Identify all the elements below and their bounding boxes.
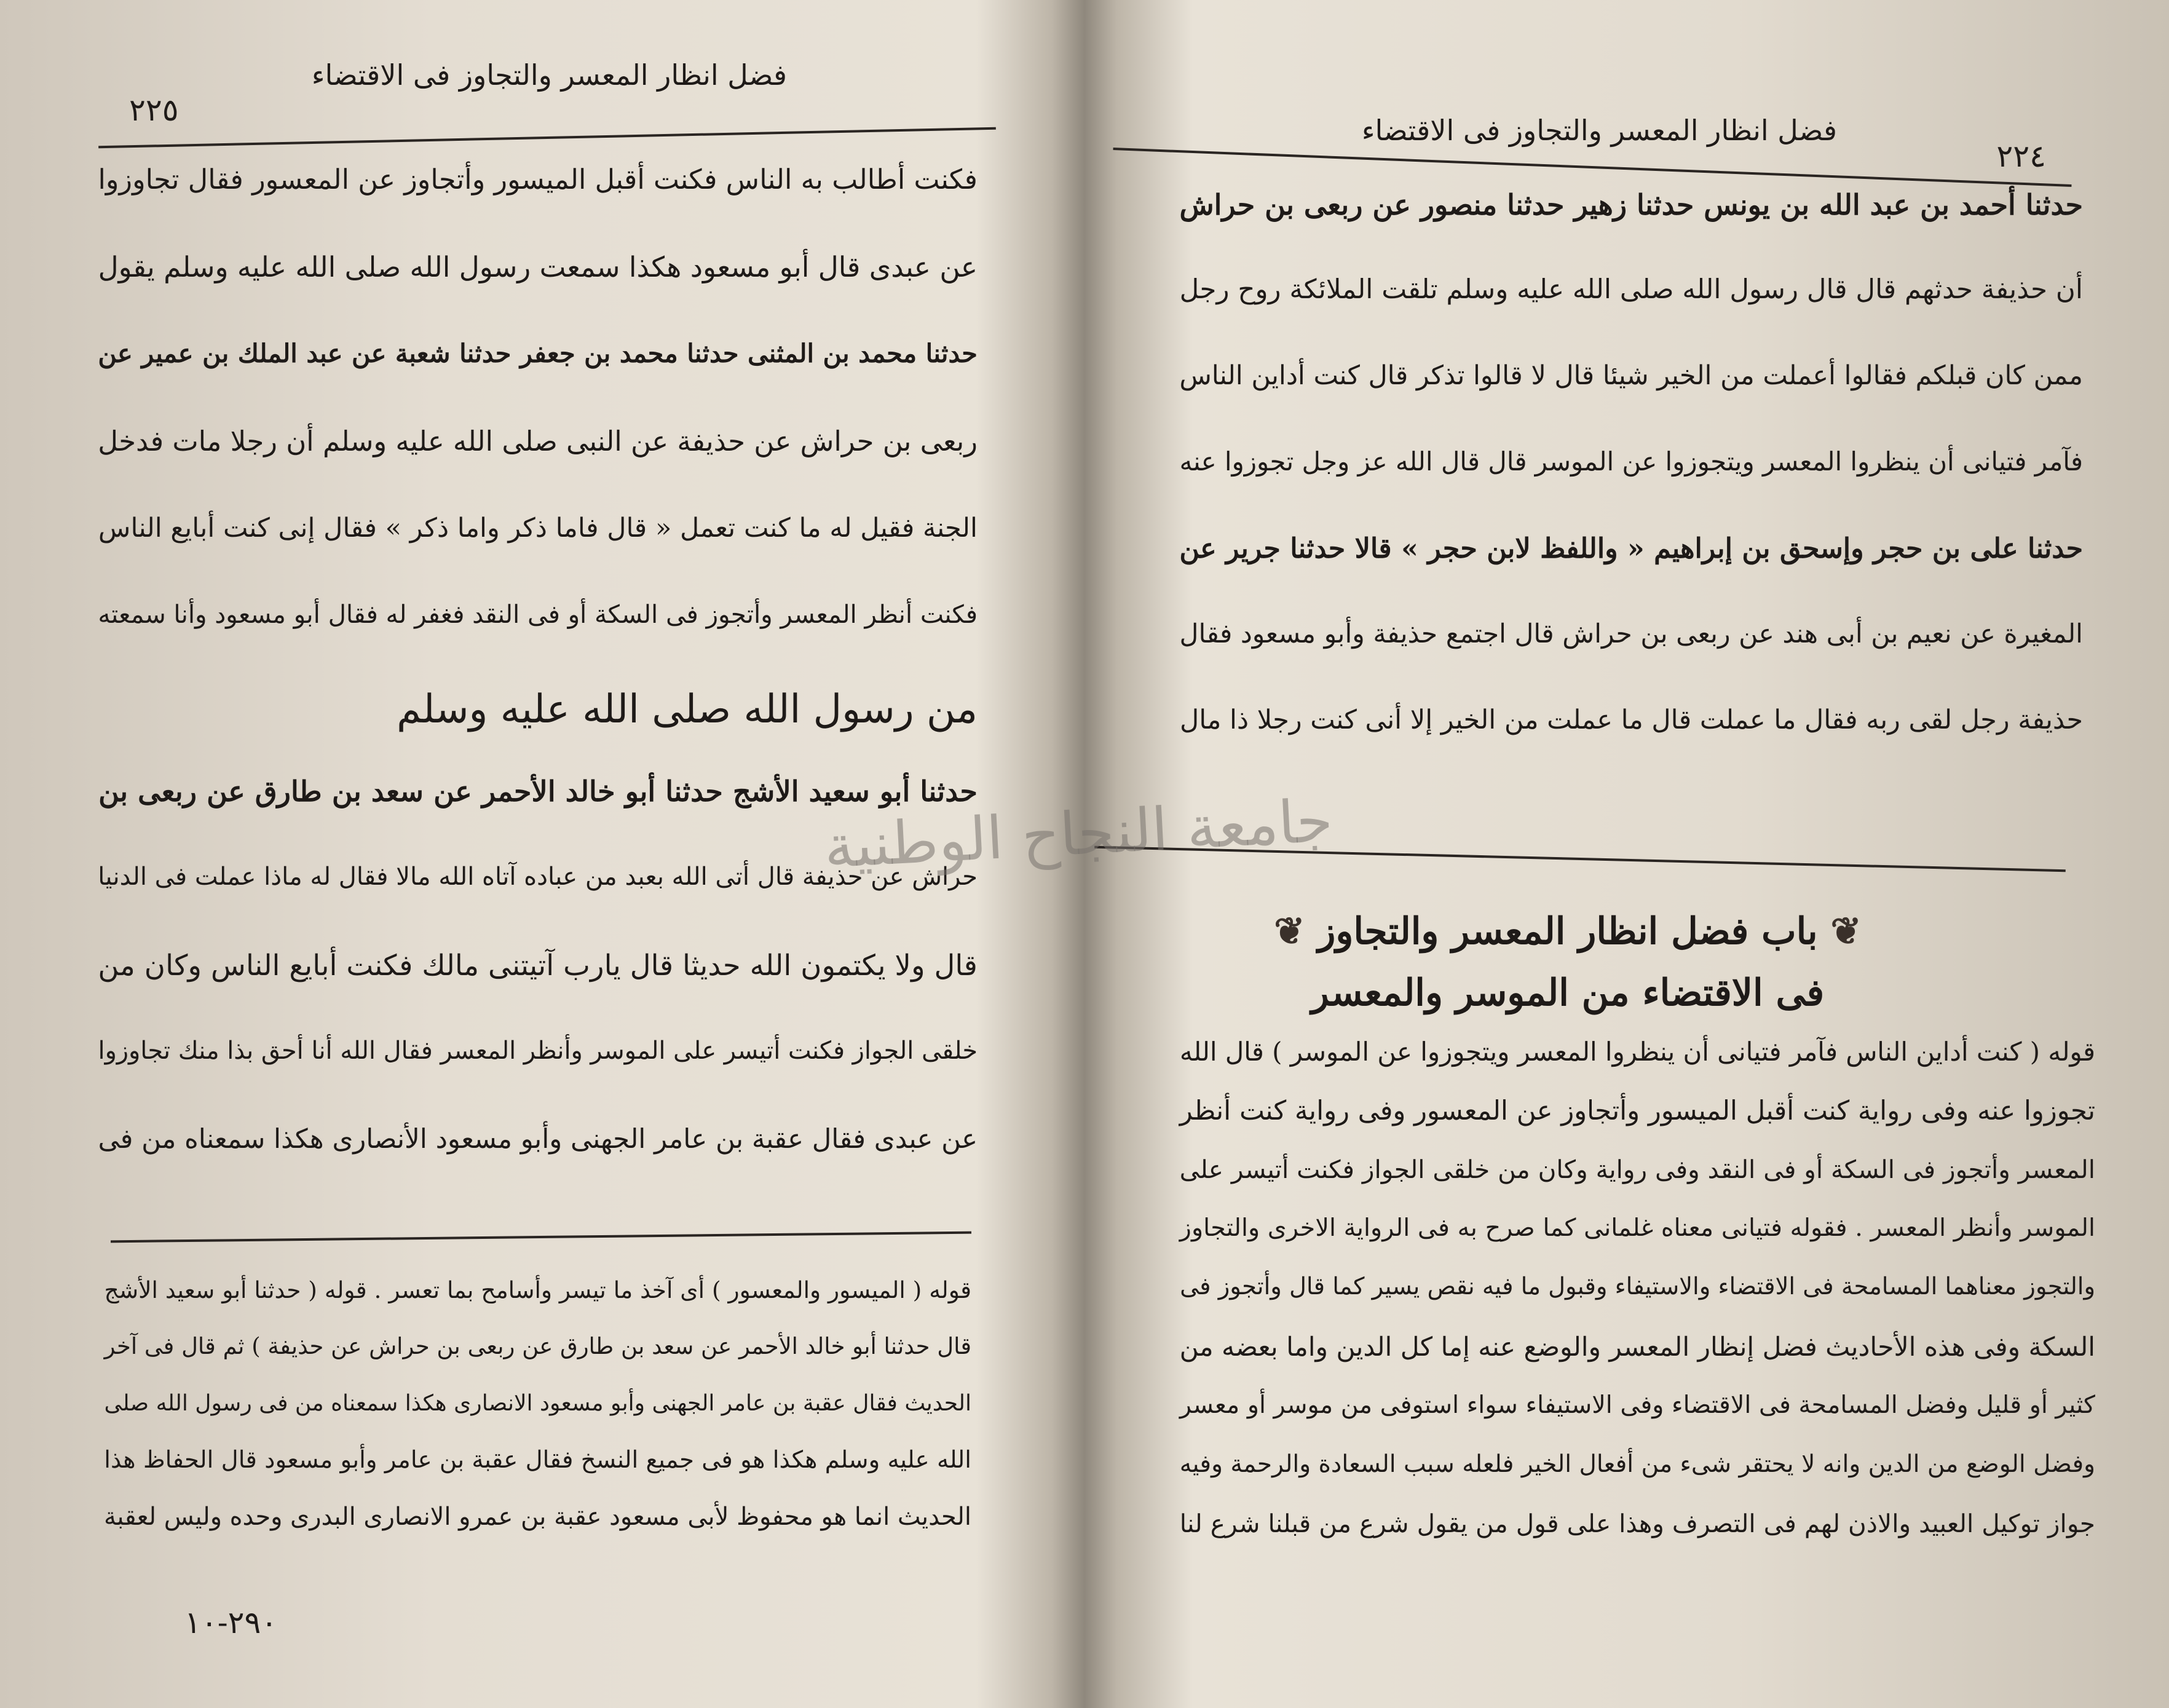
watermark: جامعة النجاح الوطنية <box>822 786 1335 882</box>
text-line: أن حذيفة حدثهم قال قال رسول الله صلى الله عليه وسلم تلقت الملائكة روح رجل <box>1179 274 2083 305</box>
text-line: من رسول الله صلى الله عليه وسلم <box>397 687 978 732</box>
commentary-text <box>1161 1027 2095 1592</box>
commentary-line: تجوزوا عنه وفى رواية كنت أقبل الميسور وأتجاوز عن المعسور وفى رواية كنت أنظر <box>1179 1096 2095 1126</box>
header-rule <box>98 127 996 149</box>
text-line: حدثنا محمد بن المثنى حدثنا محمد بن جعفر حدثنا شعبة عن عبد الملك بن عمير عن <box>98 338 978 368</box>
text-line: الجنة فقيل له ما كنت تعمل « قال فاما ذكر واما ذكر » فقال إنى كنت أبايع الناس <box>98 513 978 544</box>
commentary-line: والتجوز معناهما المسامحة فى الاقتضاء والاستيفاء وقبول ما فيه نقص يسير كما قال وأتجوز فى <box>1180 1273 2095 1300</box>
page-number: ٢٢٥ <box>129 92 179 128</box>
running-head: فضل انظار المعسر والتجاوز فى الاقتضاء <box>311 58 787 92</box>
ornament-icon: ❦ <box>1274 910 1305 953</box>
commentary-line: كثير أو قليل وفضل المسامحة فى الاقتضاء وفى الاستيفاء سواء استوفى من موسر أو معسر <box>1179 1391 2095 1419</box>
text-line: عن عبدى قال أبو مسعود هكذا سمعت رسول الله صلى الله عليه وسلم يقول <box>98 251 978 283</box>
main-text <box>1161 178 2083 842</box>
chapter-title-line-2: فى الاقتضاء من الموسر والمعسر <box>1311 971 1825 1014</box>
commentary-line: قوله ( كنت أداين الناس فآمر فتيانى أن ينظروا المعسر ويتجوزوا عن الموسر ) قال الله <box>1179 1037 2095 1067</box>
text-line: عن عبدى فقال عقبة بن عامر الجهنى وأبو مسعود الأنصارى هكذا سمعناه من فى <box>98 1124 978 1155</box>
chapter-title-line-1: باب فضل انظار المعسر والتجاوز <box>1318 910 1818 953</box>
text-line: ربعى بن حراش عن حذيفة عن النبى صلى الله عليه وسلم أن رجلا مات فدخل <box>98 425 978 457</box>
commentary-line: السكة وفى هذه الأحاديث فضل إنظار المعسر والوضع عنه إما كل الدين واما بعضه من <box>1179 1332 2095 1362</box>
text-line: فآمر فتيانى أن ينظروا المعسر ويتجوزوا عن الموسر قال قال الله عز وجل تجوزوا عنه <box>1179 446 2083 476</box>
commentary-line: وفضل الوضع من الدين وانه لا يحتقر شىء من أفعال الخير فلعله سبب السعادة والرحمة وفيه <box>1179 1450 2095 1478</box>
commentary-line: المعسر وأتجوز فى السكة أو فى النقد وفى رواية وكان من خلقى الجواز فكنت أتيسر على <box>1179 1155 2095 1184</box>
text-line: ممن كان قبلكم فقالوا أعملت من الخير شيئا قال لا قالوا تذكر قال كنت أداين الناس <box>1179 360 2083 391</box>
ornament-icon: ❦ <box>1830 910 1862 953</box>
commentary-line: الله عليه وسلم هكذا هو فى جميع النسخ فقال عقبة بن عامر وأبو مسعود قال الحفاظ هذا <box>104 1446 971 1474</box>
text-line: حراش عن حذيفة قال أتى الله بعبد من عباده آتاه الله مالا فقال له ماذا عملت فى الدنيا <box>98 863 978 891</box>
chapter-title <box>1230 910 1906 953</box>
text-line: فكنت أطالب به الناس فكنت أقبل الميسور وأتجاوز عن المعسور فقال تجاوزوا <box>98 163 978 196</box>
text-line: حذيفة رجل لقى ربه فقال ما عملت قال ما عملت من الخير إلا أنى كنت رجلا ذا مال <box>1180 705 2083 735</box>
commentary-line: جواز توكيل العبيد والاذن لهم فى التصرف وهذا على قول من يقول شرع من قبلنا شرع لنا <box>1179 1509 2095 1538</box>
commentary-line: قوله ( الميسور والمعسور ) أى آخذ ما تيسر وأسامح بما تعسر . قوله ( حدثنا أبو سعيد الأشج <box>104 1276 971 1303</box>
text-line: فكنت أنظر المعسر وأتجوز فى السكة أو فى النقد فغفر له فقال أبو مسعود وأنا سمعته <box>98 601 978 629</box>
text-line: حدثنا أبو سعيد الأشج حدثنا أبو خالد الأحمر عن سعد بن طارق عن ربعى بن <box>98 775 978 808</box>
signature-mark: ٢٩٠-١٠ <box>184 1605 278 1640</box>
commentary-line: الموسر وأنظر المعسر . فقوله فتيانى معناه غلمانى كما صرح به فى الرواية الاخرى والتجاوز <box>1179 1214 2095 1242</box>
footnote-rule <box>111 1232 971 1243</box>
main-text <box>80 154 978 1199</box>
commentary-line: الحديث فقال عقبة بن عامر الجهنى وأبو مسعود الانصارى هكذا سمعناه من فى رسول الله صلى <box>104 1390 971 1416</box>
commentary-line: الحديث انما هو محفوظ لأبى مسعود عقبة بن عمرو الانصارى البدرى وحده وليس لعقبة <box>104 1503 971 1531</box>
commentary-line: قال حدثنا أبو خالد الأحمر عن سعد بن طارق عن ربعى بن حراش عن حذيفة ) ثم قال فى آخر <box>104 1333 971 1359</box>
text-line: المغيرة عن نعيم بن أبى هند عن ربعى بن حراش قال اجتمع حذيفة وأبو مسعود فقال <box>1179 619 2083 649</box>
chapter-subtitle <box>1279 971 1857 1014</box>
text-line: خلقى الجواز فكنت أتيسر على الموسر وأنظر المعسر فقال الله أنا أحق بذا منك تجاوزوا <box>98 1037 978 1065</box>
commentary-text <box>86 1267 971 1586</box>
text-line: حدثنا أحمد بن عبد الله بن يونس حدثنا زهير حدثنا منصور عن ربعى بن حراش <box>1179 188 2083 221</box>
page-number: ٢٢٤ <box>1996 138 2046 174</box>
text-line: قال ولا يكتمون الله حديثا قال يارب آتيتنى مالك فكنت أبايع الناس وكان من <box>98 949 978 982</box>
text-line: حدثنا على بن حجر وإسحق بن إبراهيم « واللفظ لابن حجر » قالا حدثنا جرير عن <box>1179 532 2083 564</box>
running-head: فضل انظار المعسر والتجاوز فى الاقتضاء <box>1361 114 1837 147</box>
